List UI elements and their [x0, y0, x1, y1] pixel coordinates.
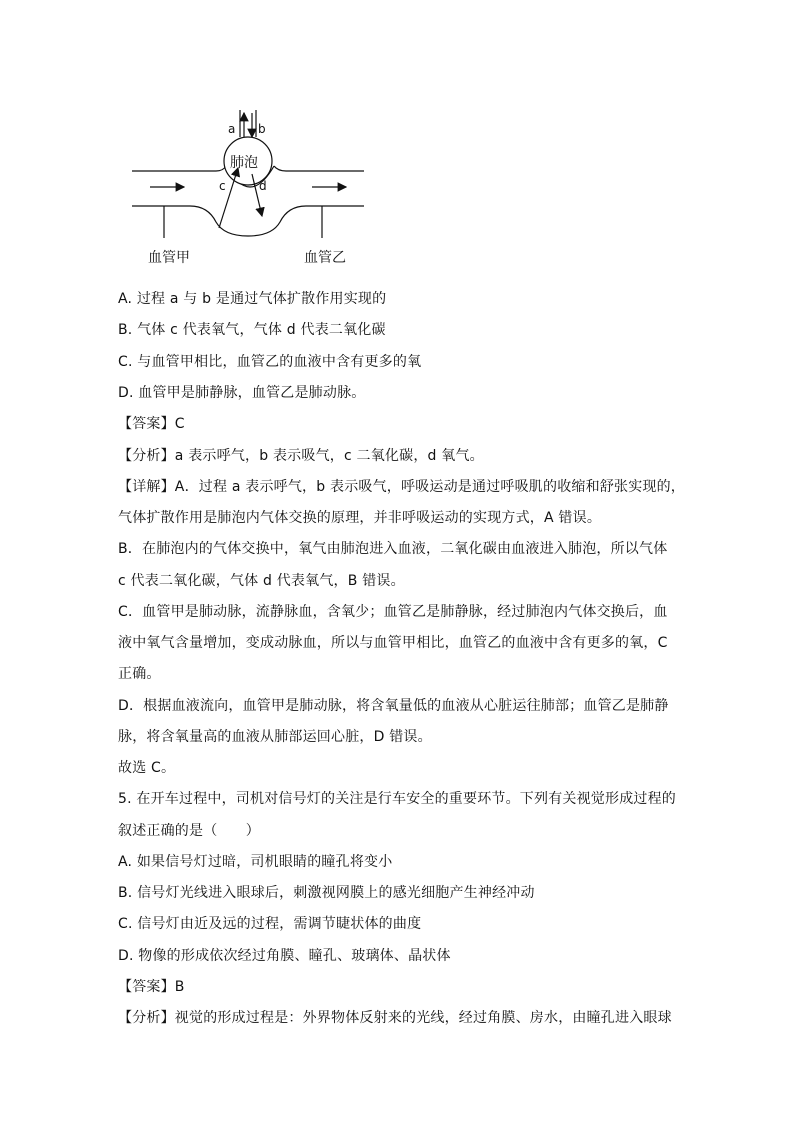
label-a: a — [228, 122, 236, 136]
q4-detail-line: 正确。 — [118, 666, 161, 682]
q4-detail-line: c 代表二氧化碳，气体 d 代表氧气，B 错误。 — [118, 573, 405, 589]
q4-option-d: D. 血管甲是肺静脉，血管乙是肺动脉。 — [118, 385, 366, 401]
vessel-left-label: 血管甲 — [148, 250, 190, 266]
alveolus-gas-exchange-diagram — [128, 110, 368, 270]
q5-stem-line: 叙述正确的是（ ） — [118, 823, 260, 839]
q4-option-a: A. 过程 a 与 b 是通过气体扩散作用实现的 — [118, 291, 387, 307]
q5-stem-line: 5. 在开车过程中，司机对信号灯的关注是行车安全的重要环节。下列有关视觉形成过程的 — [118, 791, 677, 807]
q4-detail-line: 【详解】A．过程 a 表示呼气，b 表示吸气，呼吸运动是通过呼吸肌的收缩和舒张实现的， — [118, 479, 685, 495]
q4-option-b: B. 气体 c 代表氧气，气体 d 代表二氧化碳 — [118, 322, 386, 338]
label-d: d — [259, 179, 267, 193]
q4-answer: 【答案】C — [118, 416, 185, 432]
q4-option-c: C. 与血管甲相比，血管乙的血液中含有更多的氧 — [118, 354, 422, 370]
q4-detail-line: D．根据血液流向，血管甲是肺动脉，将含氧量低的血液从心脏运往肺部；血管乙是肺静 — [118, 698, 669, 714]
vessel-upper-wall-right — [274, 166, 364, 171]
q5-option-a: A. 如果信号灯过暗，司机眼睛的瞳孔将变小 — [118, 854, 393, 870]
diagram-svg — [128, 110, 368, 270]
alveolus-label: 肺泡 — [230, 155, 258, 171]
vessel-upper-wall — [132, 166, 226, 171]
q5-analysis: 【分析】视觉的形成过程是：外界物体反射来的光线，经过角膜、房水，由瞳孔进入眼球 — [118, 1010, 672, 1026]
label-c: c — [219, 179, 226, 193]
q4-detail-line: 脉，将含氧量高的血液从肺部运回心脏，D 错误。 — [118, 729, 432, 745]
vessel-right-label: 血管乙 — [304, 250, 346, 266]
q4-detail-line: 气体扩散作用是肺泡内气体交换的原理，并非呼吸运动的实现方式，A 错误。 — [118, 510, 602, 526]
vessel-lower-wall — [132, 206, 364, 236]
q4-detail-line: 液中氧气含量增加，变成动脉血，所以与血管甲相比，血管乙的血液中含有更多的氧，C — [118, 635, 668, 651]
label-b: b — [258, 122, 266, 136]
q4-detail-line: C．血管甲是肺动脉，流静脉血，含氧少；血管乙是肺静脉，经过肺泡内气体交换后，血 — [118, 604, 668, 620]
arrow-c — [219, 168, 238, 228]
q4-detail-line: B．在肺泡内的气体交换中，氧气由肺泡进入血液，二氧化碳由血液进入肺泡，所以气体 — [118, 541, 668, 557]
q4-conclusion: 故选 C。 — [118, 760, 176, 776]
q5-answer: 【答案】B — [118, 979, 185, 995]
q5-option-d: D. 物像的形成依次经过角膜、瞳孔、玻璃体、晶状体 — [118, 948, 451, 964]
q5-option-c: C. 信号灯由近及远的过程，需调节睫状体的曲度 — [118, 916, 422, 932]
q4-analysis: 【分析】a 表示呼气，b 表示吸气，c 二氧化碳，d 氧气。 — [118, 448, 484, 464]
q5-option-b: B. 信号灯光线进入眼球后，刺激视网膜上的感光细胞产生神经冲动 — [118, 885, 535, 901]
